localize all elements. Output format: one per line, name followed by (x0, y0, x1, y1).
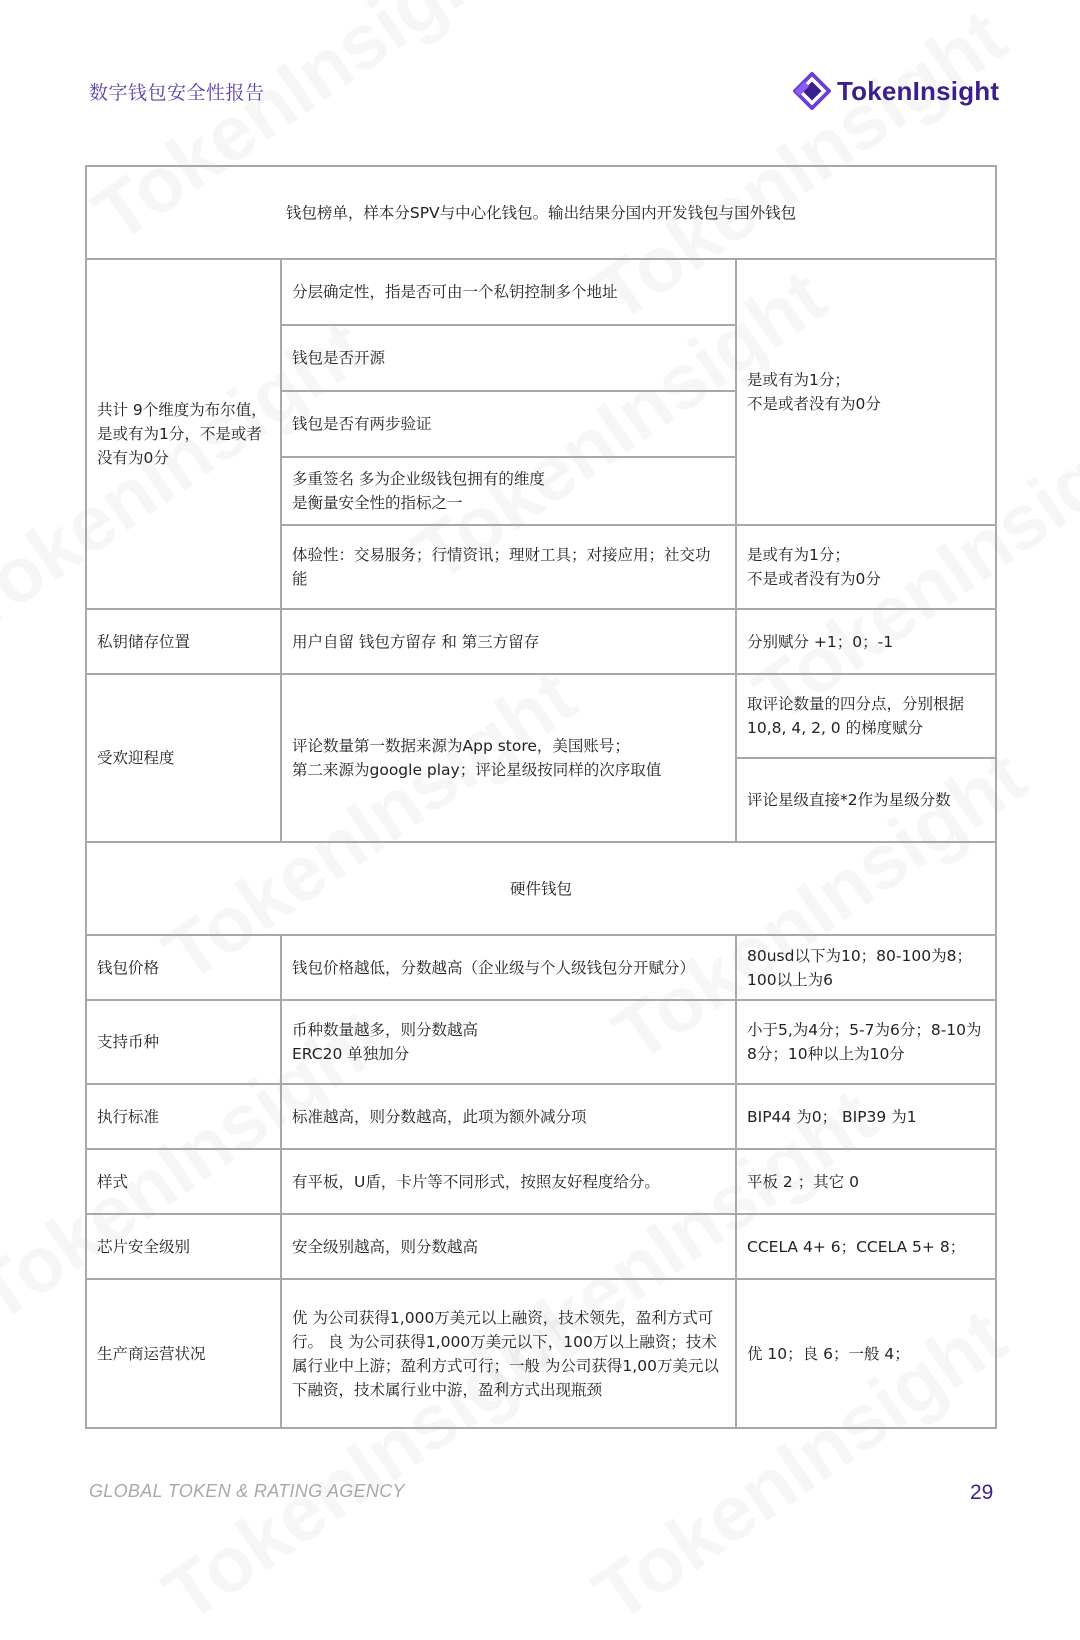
popularity-score-a: 取评论数量的四分点，分别根据10,8, 4, 2, 0 的梯度赋分 (736, 674, 996, 758)
hw-desc: 钱包价格越低，分数越高（企业级与个人级钱包分开赋分） (281, 935, 736, 1000)
brand-logo (793, 72, 999, 110)
boolean-dimensions-label: 共计 9个维度为布尔值，是或有为1分，不是或者没有为0分 (86, 259, 281, 609)
criterion-2fa: 钱包是否有两步验证 (281, 391, 736, 457)
hw-label: 钱包价格 (86, 935, 281, 1000)
boolean-score-b: 是或有为1分； 不是或者没有为0分 (736, 525, 996, 609)
logo-text: TokenInsight (837, 75, 1000, 106)
hw-score: CCELA 4+ 6；CCELA 5+ 8； (736, 1214, 996, 1279)
hw-desc: 有平板，U盾，卡片等不同形式，按照友好程度给分。 (281, 1149, 736, 1214)
footer-agency: GLOBAL TOKEN & RATING AGENCY (89, 1481, 405, 1501)
hw-label: 支持币种 (86, 1000, 281, 1084)
popularity-desc: 评论数量第一数据来源为App store，美国账号； 第二来源为google play；评论星级按同样的次序取值 (281, 674, 736, 842)
software-wallet-banner: 钱包榜单，样本分SPV与中心化钱包。输出结果分国内开发钱包与国外钱包 (86, 166, 996, 259)
popularity-score-b: 评论星级直接*2作为星级分数 (736, 758, 996, 842)
criterion-experience: 体验性：交易服务；行情资讯；理财工具；对接应用；社交功能 (281, 525, 736, 609)
hw-desc: 币种数量越多，则分数越高 ERC20 单独加分 (281, 1000, 736, 1084)
page-number: 29 (970, 1481, 994, 1504)
boolean-score-a: 是或有为1分； 不是或者没有为0分 (736, 259, 996, 525)
hw-label: 执行标准 (86, 1084, 281, 1149)
criterion-hd: 分层确定性，指是否可由一个私钥控制多个地址 (281, 259, 736, 325)
criterion-multisig: 多重签名 多为企业级钱包拥有的维度 是衡量安全性的指标之一 (281, 457, 736, 525)
hw-label: 芯片安全级别 (86, 1214, 281, 1279)
report-title: 数字钱包安全性报告 (89, 82, 265, 104)
hw-score: 优 10；良 6；一般 4； (736, 1279, 996, 1428)
scoring-table (85, 165, 997, 1429)
hw-score: BIP44 为0； BIP39 为1 (736, 1084, 996, 1149)
tokeninsight-logo-icon (793, 72, 831, 110)
hw-score: 平板 2 ；其它 0 (736, 1149, 996, 1214)
hw-desc: 标准越高，则分数越高，此项为额外减分项 (281, 1084, 736, 1149)
hardware-wallet-banner: 硬件钱包 (86, 842, 996, 935)
hw-score: 小于5,为4分；5-7为6分；8-10为8分；10种以上为10分 (736, 1000, 996, 1084)
popularity-label: 受欢迎程度 (86, 674, 281, 842)
hw-desc: 安全级别越高，则分数越高 (281, 1214, 736, 1279)
hw-label: 样式 (86, 1149, 281, 1214)
criterion-open-source: 钱包是否开源 (281, 325, 736, 391)
hw-desc: 优 为公司获得1,000万美元以上融资，技术领先，盈利方式可行。 良 为公司获得1,000万美元以下，100万以上融资；技术属行业中上游；盈利方式可行；一般 为公司获得1,00万美元以下融资，技术属行业中游，盈利方式出现瓶颈 (281, 1279, 736, 1428)
hw-label: 生产商运营状况 (86, 1279, 281, 1428)
key-storage-score: 分别赋分 +1；0；-1 (736, 609, 996, 674)
key-storage-desc: 用户自留 钱包方留存 和 第三方留存 (281, 609, 736, 674)
hw-score: 80usd以下为10；80-100为8；100以上为6 (736, 935, 996, 1000)
key-storage-label: 私钥储存位置 (86, 609, 281, 674)
